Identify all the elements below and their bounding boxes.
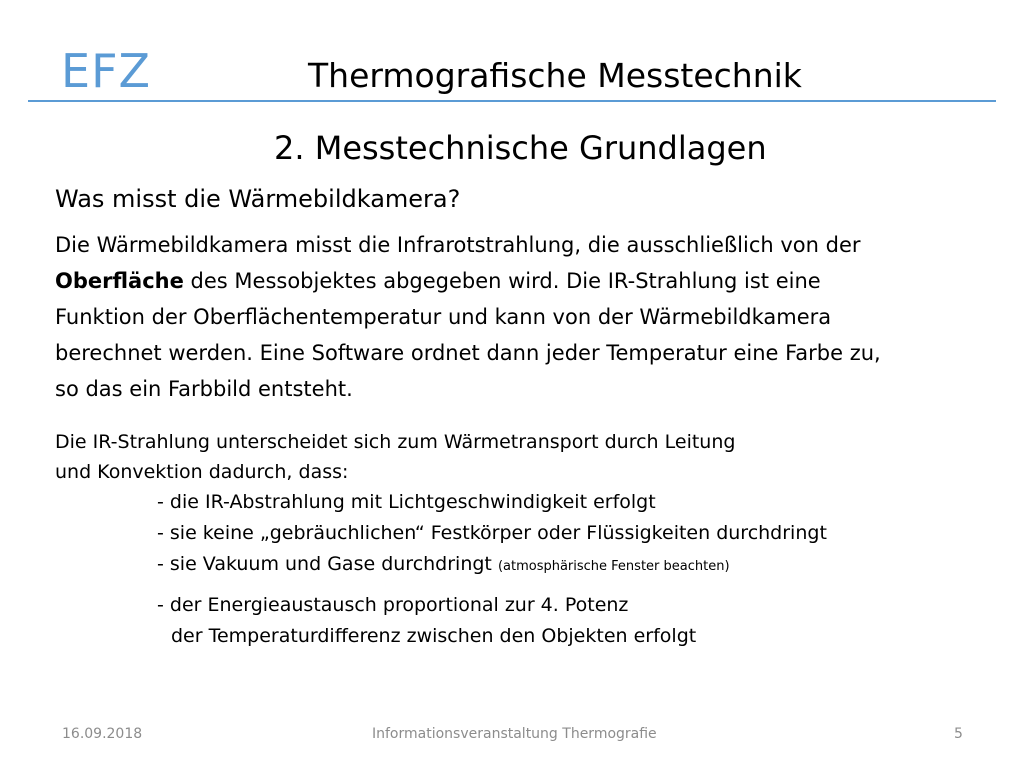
paragraph-line-1: Die Wärmebildkamera misst die Infrarotstrahlung, die ausschließlich von der <box>55 233 861 257</box>
bullet-item: - die IR-Abstrahlung mit Lichtgeschwindigkeit erfolgt <box>157 491 656 513</box>
footer-event-title: Informationsveranstaltung Thermografie <box>372 726 657 742</box>
bullet-text: - sie Vakuum und Gase durchdringt <box>157 553 498 575</box>
intro-line-1: Die IR-Strahlung unterscheidet sich zum Wärmetransport durch Leitung <box>55 431 736 453</box>
paragraph-line-5: so das ein Farbbild entsteht. <box>55 377 353 401</box>
paragraph-line-4: berechnet werden. Eine Software ordnet dann jeder Temperatur eine Farbe zu, <box>55 341 881 365</box>
paragraph-line-3: Funktion der Oberflächentemperatur und kann von der Wärmebildkamera <box>55 305 832 329</box>
paragraph-line-2 <box>55 263 995 299</box>
section-subtitle: 2. Messtechnische Grundlagen <box>274 129 767 167</box>
footer-date: 16.09.2018 <box>62 726 143 742</box>
intro-line-2: und Konvektion dadurch, dass: <box>55 461 349 483</box>
efz-logo: EFZ <box>61 44 152 98</box>
slide-title: Thermografische Messtechnik <box>308 56 802 95</box>
intro-text <box>55 427 955 487</box>
bullet-item: - sie keine „gebräuchlichen“ Festkörper oder Flüssigkeiten durchdringt <box>157 522 827 544</box>
page-number: 5 <box>954 726 963 742</box>
section-question: Was misst die Wärmebildkamera? <box>55 185 461 213</box>
bullet-item-continuation: der Temperaturdifferenz zwischen den Objekten erfolgt <box>171 625 697 647</box>
paragraph-bold-term: Oberfläche <box>55 269 184 293</box>
paragraph-line-2-text: des Messobjektes abgegeben wird. Die IR-Strahlung ist eine <box>183 269 821 293</box>
bullet-item <box>157 549 977 582</box>
bullet-item: - der Energieaustausch proportional zur 4. Potenz <box>157 594 629 616</box>
bullet-note: (atmosphärische Fenster beachten) <box>497 559 730 574</box>
bullet-list <box>157 487 977 652</box>
header-divider <box>28 100 996 102</box>
main-paragraph <box>55 227 995 407</box>
